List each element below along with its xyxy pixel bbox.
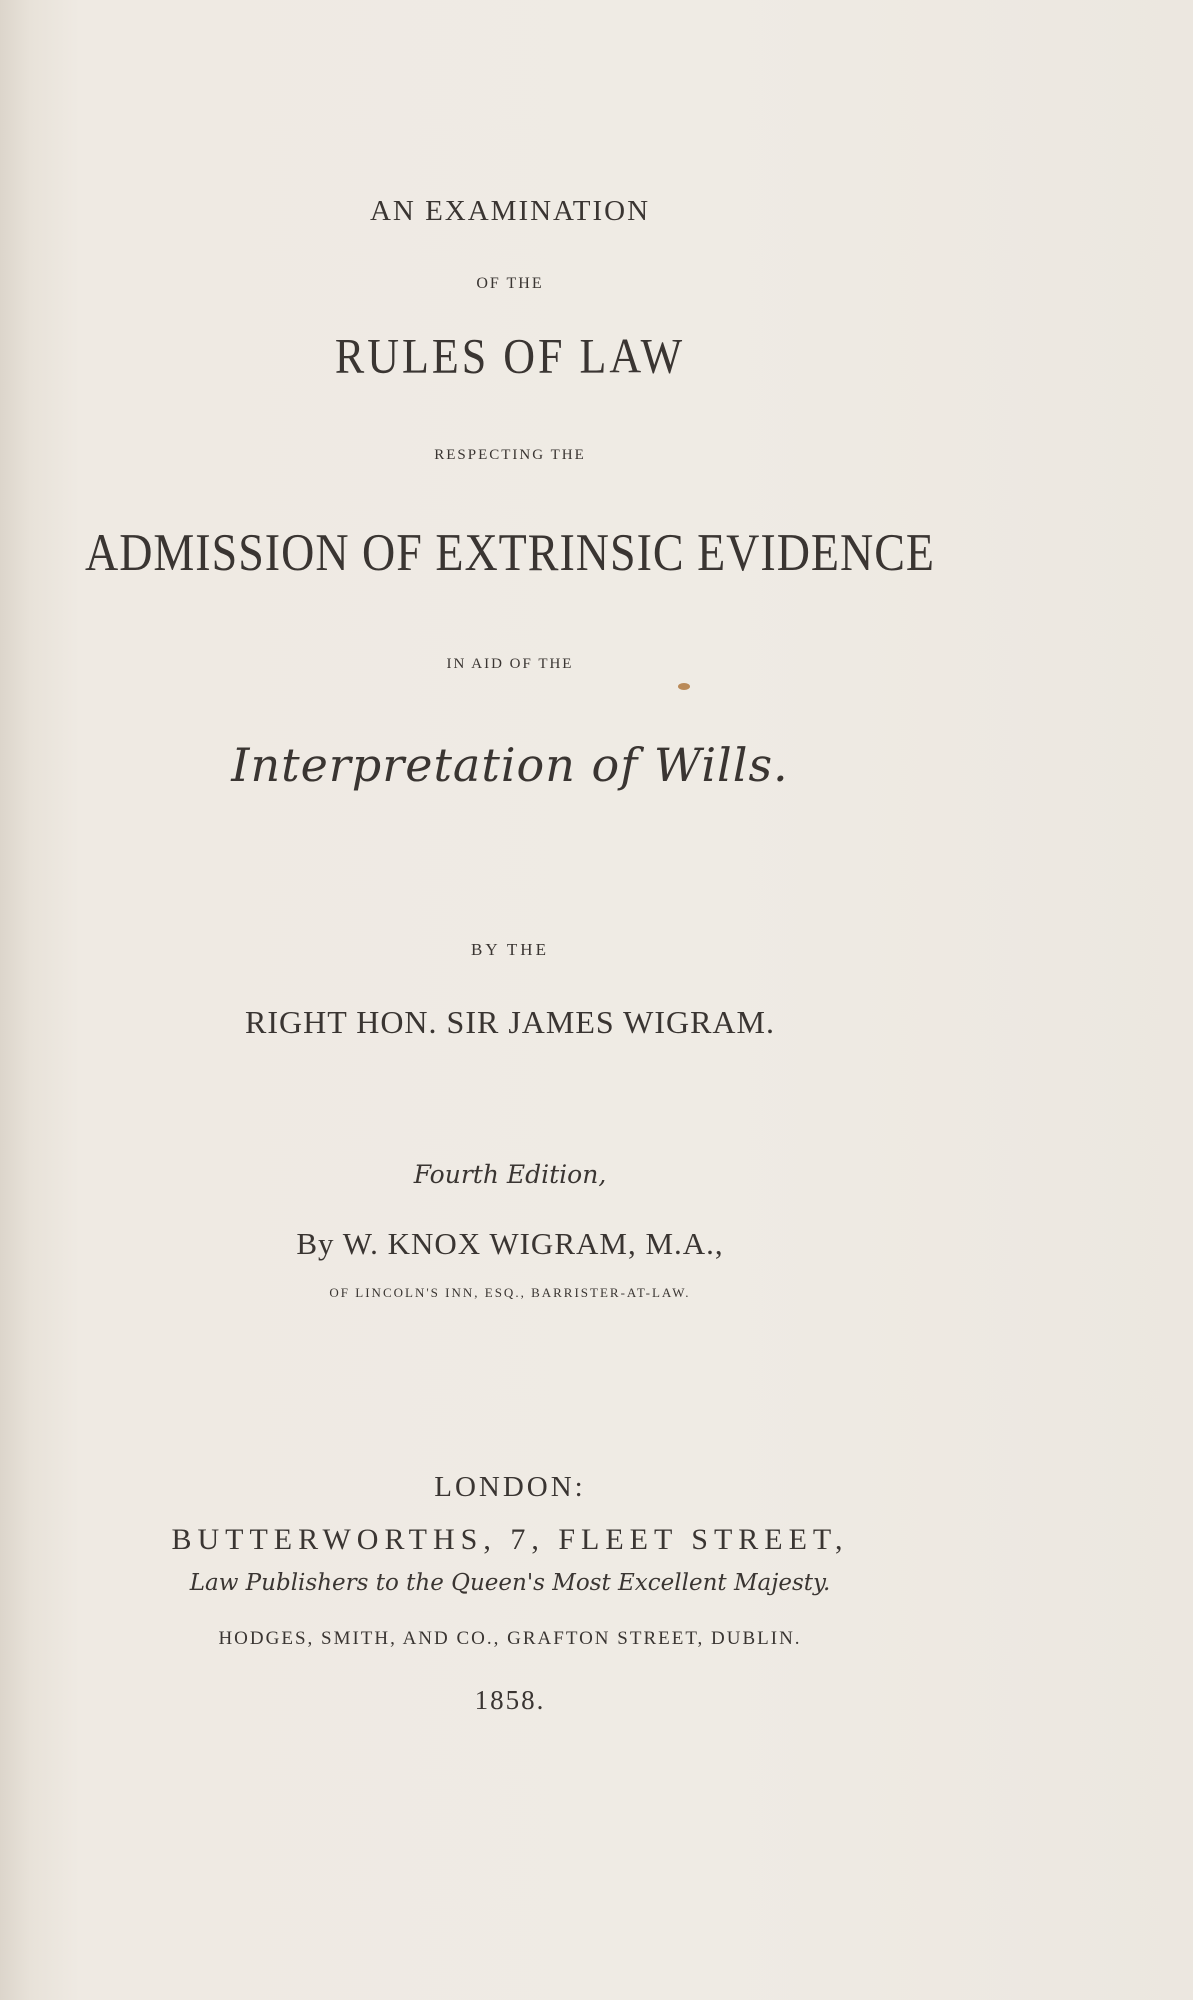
publisher-tagline: Law Publishers to the Queen's Most Excellent Majesty. [189,1570,831,1596]
connector-by-the: BY THE [471,940,549,959]
editor-name: By W. KNOX WIGRAM, M.A., [296,1226,724,1261]
foxing-spot [678,683,690,690]
connector-in-aid-of-the: IN AID OF THE [446,656,574,672]
rules-of-law-text: RULES OF LAW [334,329,686,384]
co-publisher: HODGES, SMITH, AND CO., GRAFTON STREET, DUBLIN. [218,1628,802,1649]
connector-respecting-the: RESPECTING THE [434,447,586,463]
edition: Fourth Edition, [413,1160,607,1189]
connector-of-the: OF THE [476,275,544,292]
heading-an-examination: AN EXAMINATION [369,195,651,227]
editor-affiliation: OF LINCOLN'S INN, ESQ., BARRISTER-AT-LAW. [329,1285,691,1300]
place-of-publication: LONDON: [434,1471,586,1503]
heading-rules-of-law [0,329,1020,384]
publication-year: 1858. [474,1685,546,1715]
heading-admission-of-extrinsic-evidence [0,523,1020,582]
publisher: BUTTERWORTHS, 7, FLEET STREET, [171,1523,849,1556]
author-name: RIGHT HON. SIR JAMES WIGRAM. [245,1004,775,1040]
admission-text: ADMISSION OF EXTRINSIC EVIDENCE [84,523,936,582]
heading-interpretation-of-wills: Interpretation of Wills. [231,738,789,792]
